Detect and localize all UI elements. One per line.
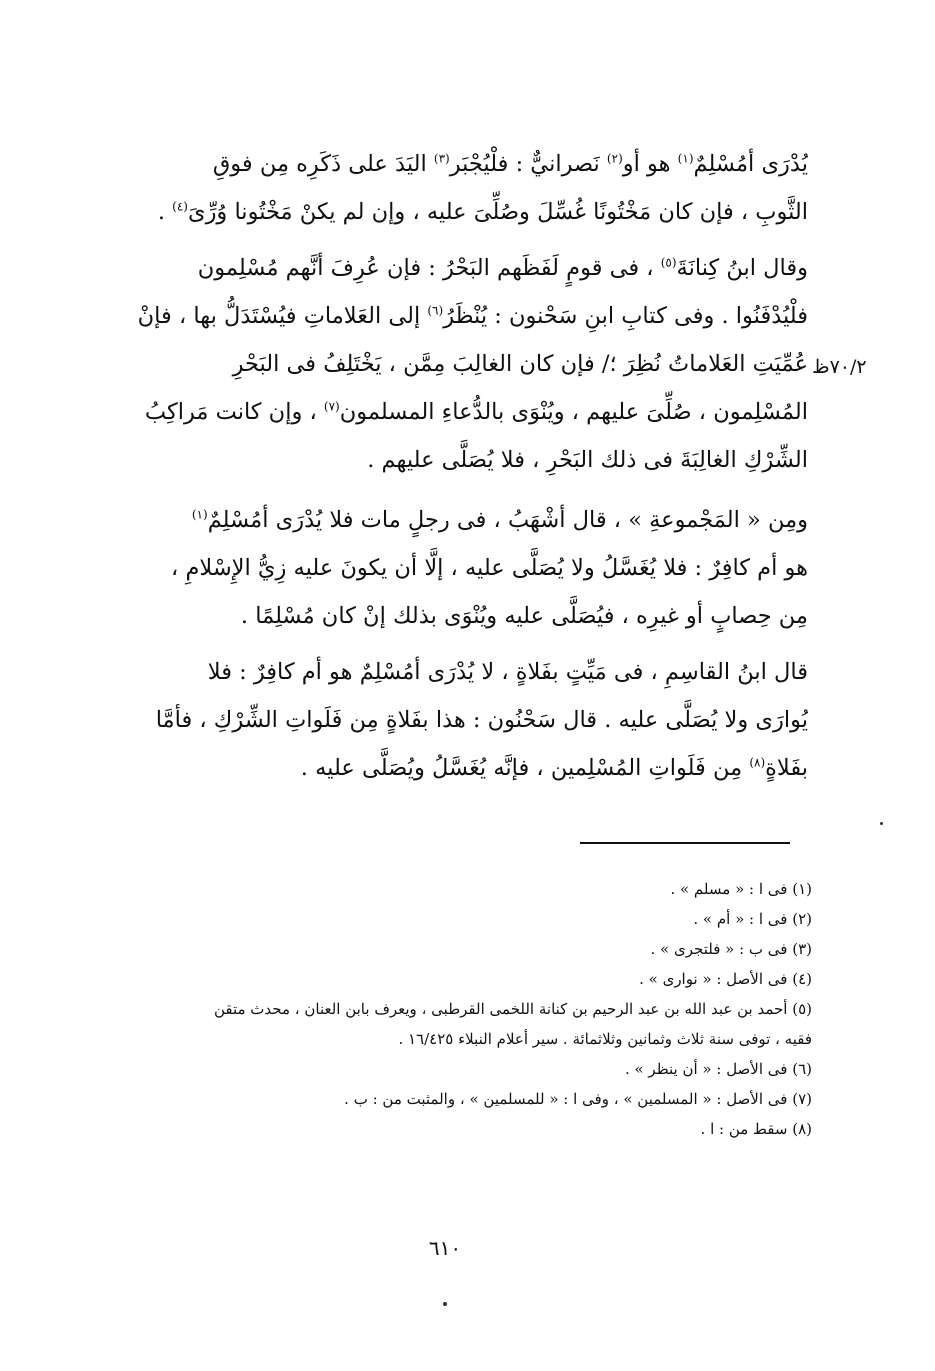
text-line: قال ابنُ القاسِمِ ، فى مَيِّتٍ بفَلاةٍ ، لا يُدْرَى أمُسْلِمٌ هو أم كافِرٌ : فلا <box>207 659 808 685</box>
footnote-reference: (٨) <box>749 755 766 770</box>
footnote: (١) فى ا : « مسلم » . <box>670 880 812 898</box>
text-line: مِن حِصابٍ أو غيرِه ، فيُصَلَّى عليه ويُنْوَى بذلك إنْ كان مُسْلِمًا . <box>240 603 808 629</box>
paragraph-3 <box>128 496 808 640</box>
paragraph-1 <box>128 140 808 236</box>
manuscript-folio-marker: ٧٠/٢ظ <box>812 356 867 378</box>
paragraph-2 <box>128 244 808 484</box>
footnote-reference: (٦) <box>427 303 444 318</box>
paragraph-4 <box>128 648 808 792</box>
text-line: الشِّرْكِ الغالِبَةَ فى ذلك البَحْرِ ، فلا يُصَلَّى عليهم . <box>367 447 808 473</box>
footnote-reference: (٣) <box>433 151 450 166</box>
footnote: (٦) فى الأصل : « أن ينظر » . <box>624 1060 812 1078</box>
text-line: وقال ابنُ كِنانَةَ$^{(٥)}$ ، فى قومٍ لَفَظَهم البَحْرُ : فإن عُرِفَ أنَّهم مُسْلِمون <box>197 255 808 281</box>
footnote-reference: (٧) <box>323 399 340 414</box>
footnote: (٣) فى ب : « فلتجرى » . <box>650 940 812 958</box>
page-dot <box>443 1302 447 1306</box>
footnote-reference: (١) <box>677 151 694 166</box>
footnote-reference: (١) <box>191 507 208 522</box>
footnote: (٨) سقط من : ا . <box>700 1120 812 1138</box>
text-line: هو أم كافِرٌ : فلا يُغَسَّلُ ولا يُصَلَّى عليه ، إلَّا أن يكونَ عليه زِيُّ الإِسْلامِ ، <box>171 555 808 581</box>
footnote-reference: (٥) <box>660 255 677 270</box>
footnote: (٤) فى الأصل : « نوارى » . <box>639 970 812 988</box>
footnote-reference: (٤) <box>172 199 188 214</box>
text-line: يُدْرَى أمُسْلِمٌ$^{(١)}$ هو أو$^{(٢)}$ نَصرانيٌّ : فلْيُجْبَر$^{(٣)}$ اليَدَ على ذَكَرِه مِن فوقِ <box>212 151 808 177</box>
text-line: بفَلاةٍ$^{(٨)}$ مِن فَلَواتِ المُسْلِمين ، فإنَّه يُغَسَّلُ ويُصَلَّى عليه . <box>300 755 808 781</box>
footnote-reference: (٢) <box>606 151 623 166</box>
text-line: ومِن « المَجْموعةِ » ، قال أشْهَبُ ، فى رجلٍ مات فلا يُدْرَى أمُسْلِمٌ$^{(١)}$ <box>191 507 808 533</box>
footnote: (٥) أحمد بن عبد الله بن عبد الرحيم بن كنانة اللخمى القرطبى ، ويعرف بابن العنان ، محدث متقن <box>213 1000 812 1018</box>
page-number: ٦١٠ <box>428 1236 462 1260</box>
footnote: (٢) فى ا : « أم » . <box>693 910 812 928</box>
page-speck <box>880 822 883 825</box>
text-line: المُسْلِمون ، صُلِّىَ عليهم ، ويُنْوَى بالدُّعاءِ المسلمون$^{(٧)}$ ، وإن كانت مَراكِبُ <box>144 399 808 425</box>
text-line: عُمِّيَتِ العَلاماتُ نُظِرَ ؛/ فإن كان الغالِبَ مِمَّن ، يَخْتَلِفُ فى البَحْرِ <box>232 351 808 377</box>
footnote-separator <box>580 842 790 844</box>
footnote: فقيه ، توفى سنة ثلاث وثمانين وثلاثمائة . سير أعلام النبلاء ١٦/٤٢٥ . <box>398 1030 812 1048</box>
text-line: فلْيُدْفَنُوا . وفى كتابِ ابنِ سَحْنون : يُنْظَرُ$^{(٦)}$ إلى العَلاماتِ فيُسْتَدَلُّ بها ، فإنْ <box>137 303 808 329</box>
footnotes <box>112 874 812 1144</box>
text-line: الثَّوبِ ، فإن كان مَخْتُونًا غُسِّلَ وصُلِّىَ عليه ، وإن لم يكنْ مَخْتُونا وُرِّىَ$^{(٤)}$ . <box>157 199 808 225</box>
footnote: (٧) فى الأصل : « المسلمين » ، وفى ا : « للمسلمين » ، والمثبت من : ب . <box>344 1090 812 1108</box>
text-line: يُوارَى ولا يُصَلَّى عليه . قال سَحْنُون : هذا بفَلاةٍ مِن فَلَواتِ الشِّرْكِ ، فأمَّا <box>155 707 808 733</box>
